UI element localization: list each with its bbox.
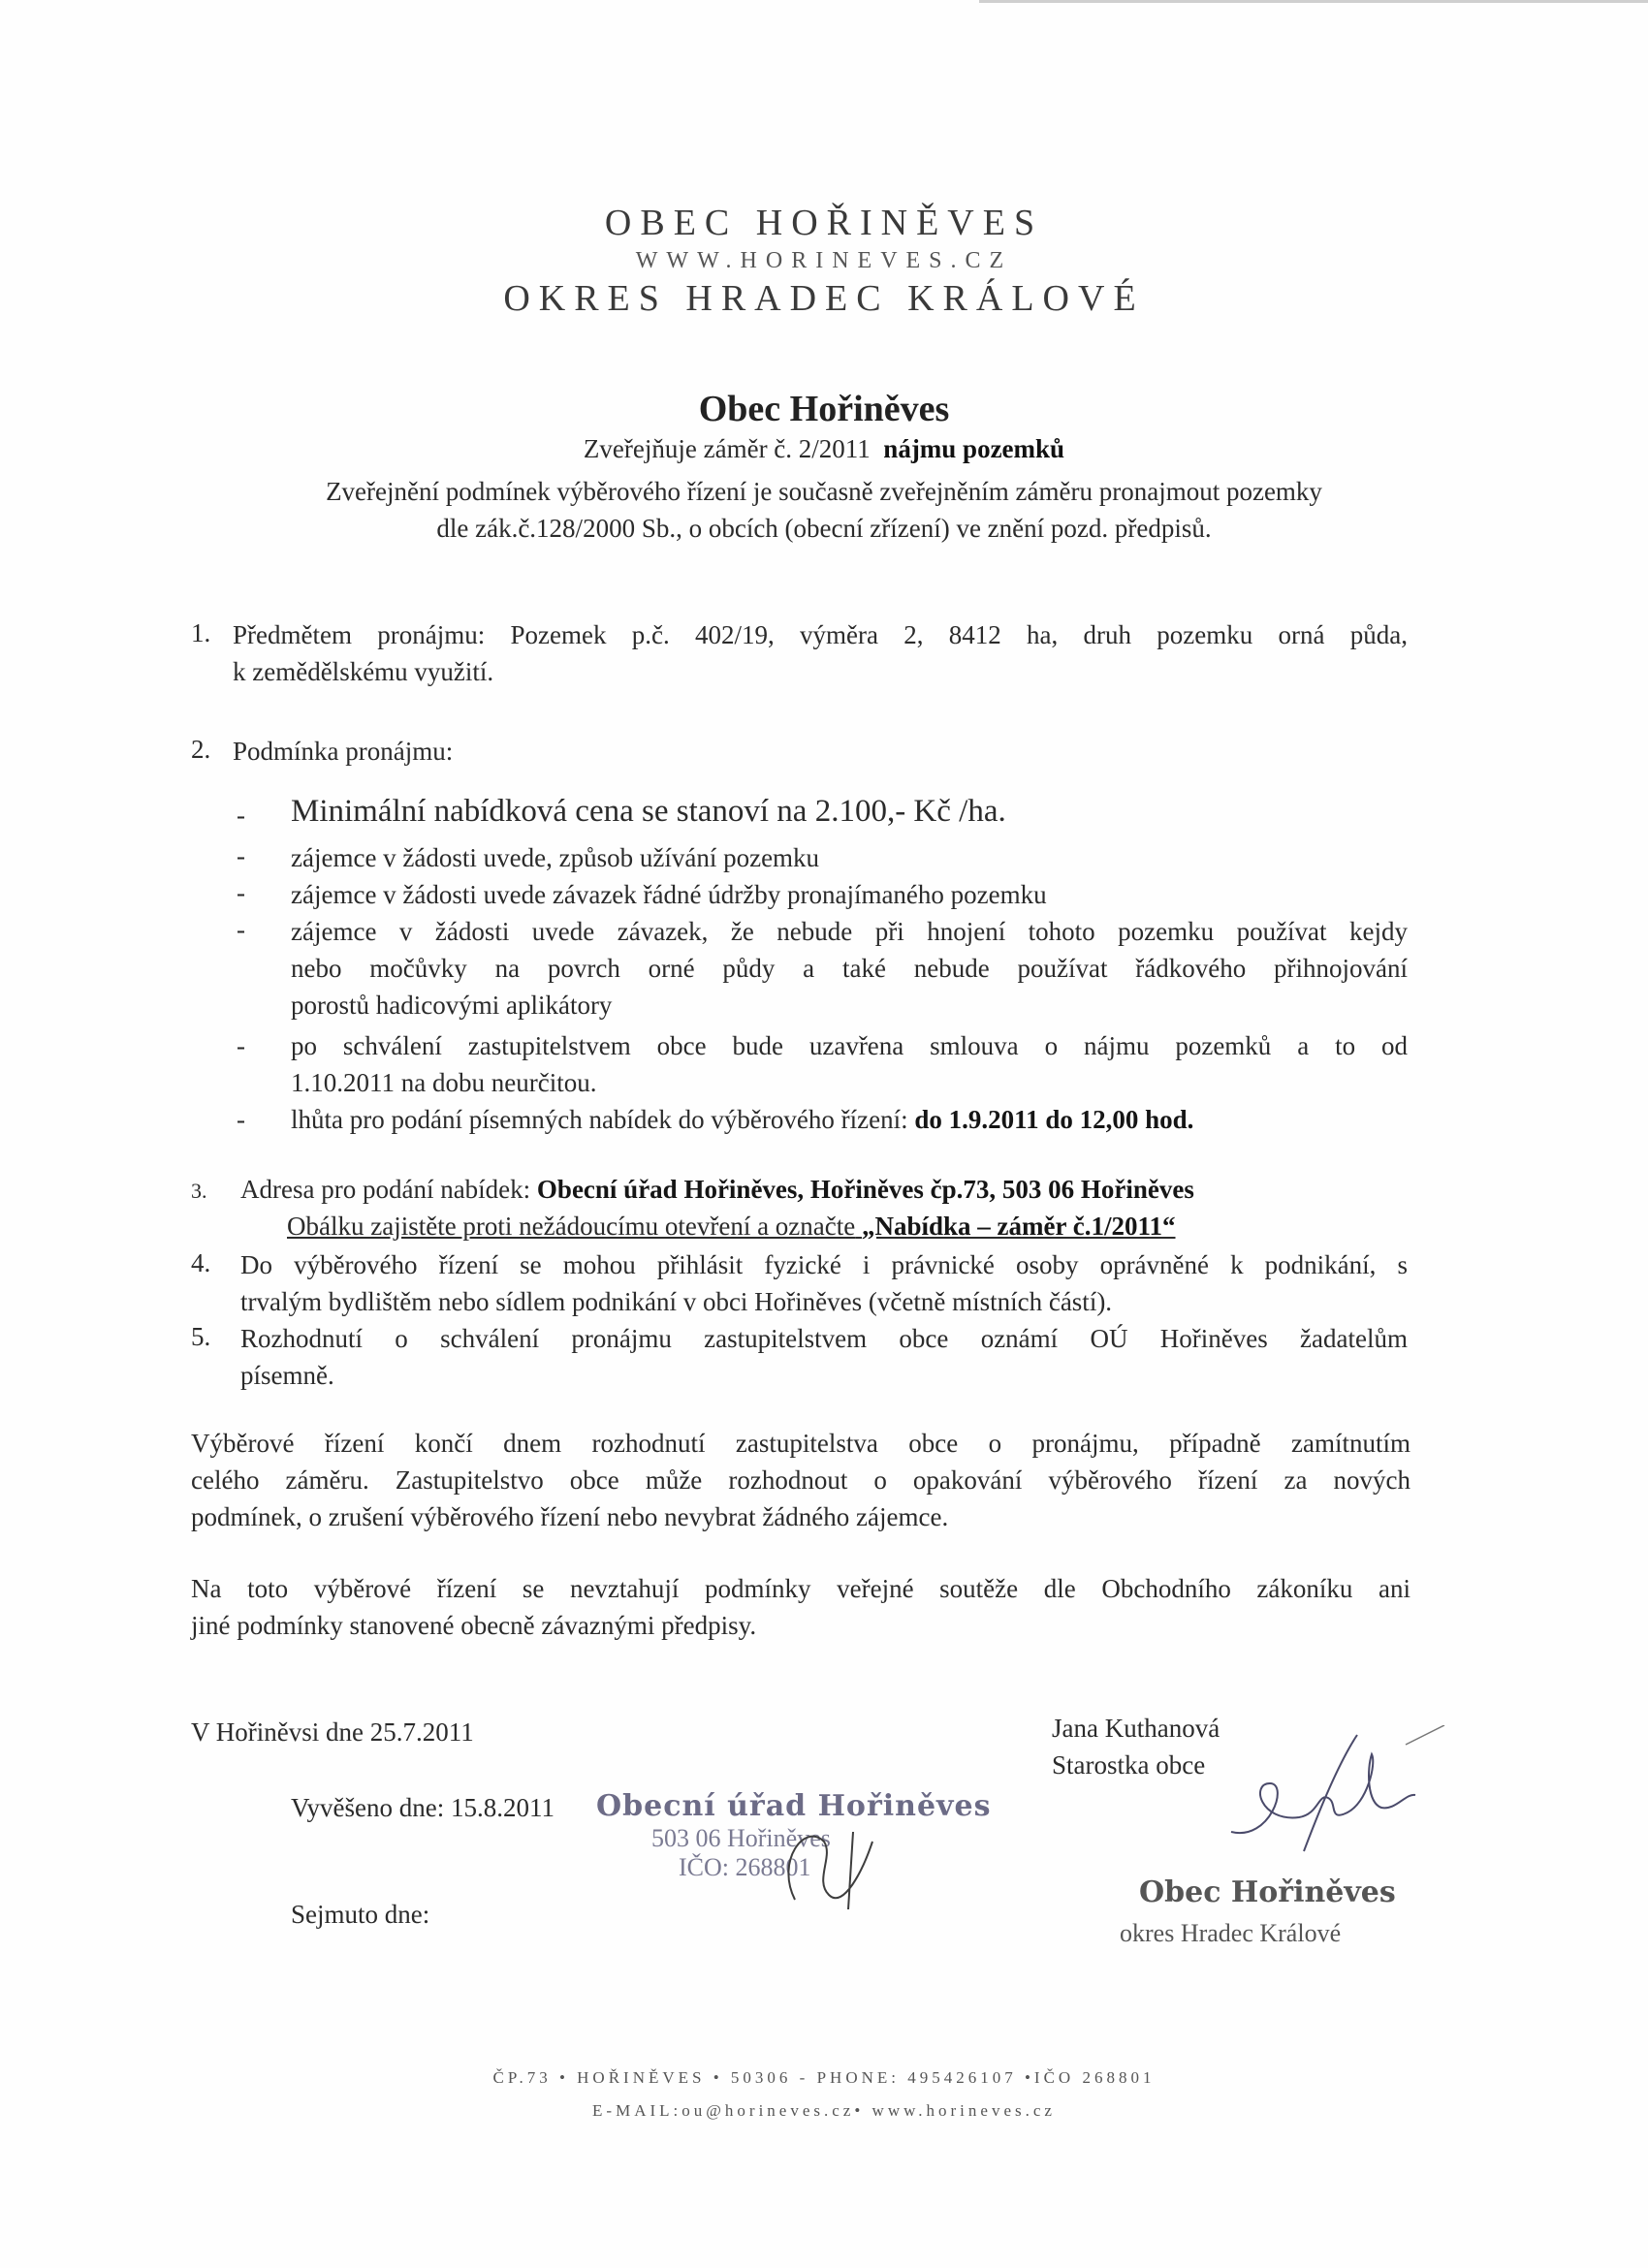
intro-paragraph bbox=[145, 473, 1503, 547]
bullet-text: porostů hadicovými aplikátory bbox=[291, 991, 613, 1020]
envelope-bold: „Nabídka – záměr č.1/2011“ bbox=[862, 1212, 1176, 1241]
document-subtitle bbox=[145, 434, 1503, 464]
intro-line: Zveřejnění podmínek výběrového řízení je současně zveřejněním záměru pronajmout pozemky bbox=[326, 477, 1322, 506]
bullet-min-price: Minimální nabídková cena se stanoví na 2.100,- Kč /ha. bbox=[291, 794, 1006, 829]
office-stamp-name: Obecní úřad Hořiněves bbox=[596, 1789, 992, 1823]
letterhead-municipality: OBEC HOŘINĚVES bbox=[604, 203, 1044, 243]
disclaimer-line: jiné podmínky stanovené obecně závaznými předpisy. bbox=[191, 1611, 757, 1640]
closing-paragraph-line: celého záměru. Zastupitelstvo obce může rozhodnout o opakování výběrového řízení za nových bbox=[191, 1465, 1410, 1495]
section-4-line: Do výběrového řízení se mohou přihlásit fyzické i právnické osoby oprávněné k podnikání, s bbox=[240, 1250, 1408, 1279]
disclaimer-line: Na toto výběrové řízení se nevztahují podmínky veřejné soutěže dle Obchodního zákoníku ani bbox=[191, 1574, 1410, 1603]
scan-edge-line bbox=[979, 0, 1648, 3]
deadline-bold: do 1.9.2011 do 12,00 hod. bbox=[914, 1105, 1194, 1134]
bullet-dash: - bbox=[237, 841, 245, 870]
section-number: 1. bbox=[191, 618, 211, 647]
deadline-text: lhůta pro podání písemných nabídek do výběrového řízení: bbox=[291, 1105, 908, 1134]
place-date: V Hořiněvsi dne 25.7.2011 bbox=[191, 1717, 474, 1747]
section-number: 3. bbox=[191, 1179, 207, 1203]
bullet-deadline bbox=[291, 1101, 1193, 1138]
intro-line: dle zák.č.128/2000 Sb., o obcích (obecní zřízení) ve znění pozd. předpisů. bbox=[436, 514, 1212, 543]
envelope-instruction bbox=[287, 1208, 1176, 1244]
footer-contact: ČP.73 • HOŘINĚVES • 50306 - PHONE: 495426107 •IČO 268801 bbox=[492, 2068, 1156, 2087]
bullet-dash: - bbox=[237, 915, 245, 944]
section-5-line: písemně. bbox=[240, 1361, 334, 1390]
bullet-text: nebo močůvky na povrch orné půdy a také nebude používat řádkového přihnojování bbox=[291, 954, 1408, 983]
envelope-text: Obálku zajistěte proti nežádoucímu otevření a označte bbox=[287, 1212, 856, 1241]
section-3-address bbox=[240, 1171, 1194, 1208]
bullet-text: zájemce v žádosti uvede závazek, že nebude při hnojení tohoto pozemku používat kejdy bbox=[291, 917, 1408, 946]
bullet-text: 1.10.2011 na dobu neurčitou. bbox=[291, 1068, 597, 1097]
address-label: Adresa pro podání nabídek: bbox=[240, 1175, 531, 1204]
section-2-title: Podmínka pronájmu: bbox=[233, 737, 454, 766]
section-number: 4. bbox=[191, 1248, 211, 1277]
posted-date: Vyvěšeno dne: 15.8.2011 bbox=[291, 1793, 555, 1822]
signatory-name: Jana Kuthanová bbox=[1052, 1714, 1220, 1743]
document-title: Obec Hořiněves bbox=[698, 389, 950, 429]
mayor-signature-icon bbox=[1212, 1725, 1464, 1861]
subtitle-bold: nájmu pozemků bbox=[883, 434, 1065, 463]
municipal-stamp-district: okres Hradec Králové bbox=[1120, 1919, 1342, 1947]
section-1-line: k zemědělskému využití. bbox=[233, 657, 494, 686]
letterhead-website: WWW.HORINEVES.CZ bbox=[635, 248, 1013, 273]
letterhead-district: OKRES HRADEC KRÁLOVÉ bbox=[503, 278, 1145, 319]
office-stamp-ico: IČO: 268801 bbox=[679, 1853, 811, 1881]
closing-paragraph-line: Výběrové řízení končí dnem rozhodnutí zastupitelstva obce o pronájmu, případně zamítnutím bbox=[191, 1429, 1410, 1458]
section-number: 2. bbox=[191, 735, 211, 764]
bullet-text: zájemce v žádosti uvede závazek řádné údržby pronajímaného pozemku bbox=[291, 880, 1047, 909]
office-stamp-address: 503 06 Hořiněves bbox=[651, 1824, 831, 1852]
bullet-dash: - bbox=[237, 801, 245, 830]
footer-email-web: E-MAIL:ou@horineves.cz• www.horineves.cz bbox=[592, 2101, 1056, 2120]
municipal-stamp-name: Obec Hořiněves bbox=[1139, 1875, 1396, 1909]
bullet-text: zájemce v žádosti uvede, způsob užívání pozemku bbox=[291, 843, 820, 872]
section-5-line: Rozhodnutí o schválení pronájmu zastupitelstvem obce oznámí OÚ Hořiněves žadatelům bbox=[240, 1324, 1408, 1353]
subtitle-text: Zveřejňuje záměr č. 2/2011 bbox=[583, 434, 871, 463]
clerk-signature-icon bbox=[737, 1803, 902, 1919]
section-1-line: Předmětem pronájmu: Pozemek p.č. 402/19, výměra 2, 8412 ha, druh pozemku orná půda, bbox=[233, 620, 1408, 649]
section-number: 5. bbox=[191, 1322, 211, 1351]
bullet-dash: - bbox=[237, 878, 245, 907]
bullet-text: po schválení zastupitelstvem obce bude uzavřena smlouva o nájmu pozemků a to od bbox=[291, 1031, 1408, 1060]
removed-date: Sejmuto dne: bbox=[291, 1900, 430, 1929]
section-4-line: trvalým bydlištěm nebo sídlem podnikání v obci Hořiněves (včetně místních částí). bbox=[240, 1287, 1113, 1316]
bullet-dash: - bbox=[237, 1105, 245, 1134]
signatory-role: Starostka obce bbox=[1052, 1750, 1206, 1780]
closing-paragraph-line: podmínek, o zrušení výběrového řízení nebo nevybrat žádného zájemce. bbox=[191, 1502, 949, 1531]
address-bold: Obecní úřad Hořiněves, Hořiněves čp.73, 503 06 Hořiněves bbox=[536, 1175, 1194, 1204]
bullet-dash: - bbox=[237, 1031, 245, 1060]
